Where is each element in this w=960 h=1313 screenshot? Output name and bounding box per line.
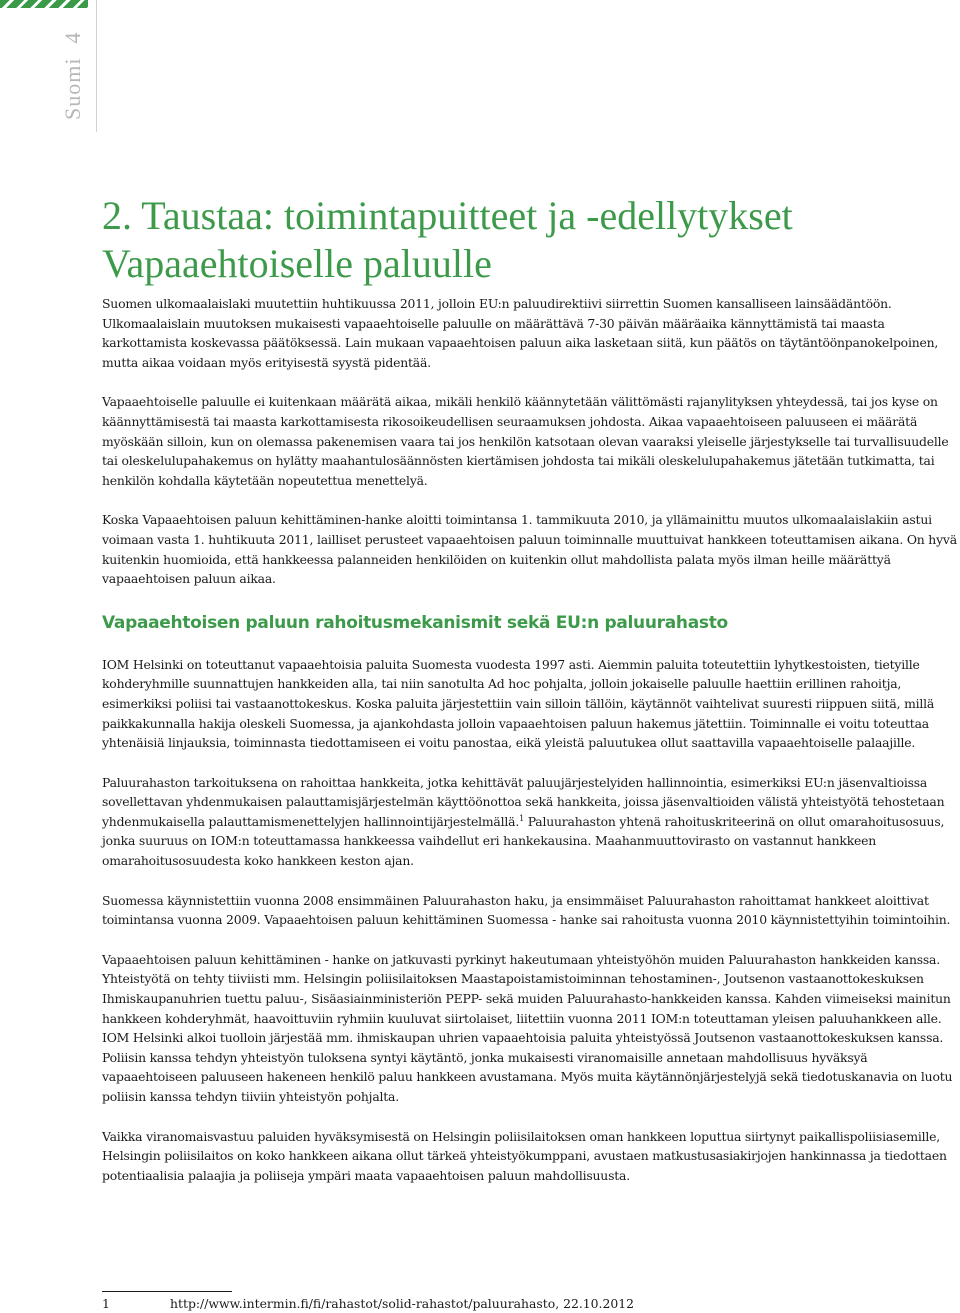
paragraph: Koska Vapaaehtoisen paluun kehittäminen-hanke aloitti toimintansa 1. tammikuuta 2010, ja yllämainittu muutos ulkomaalaislakiin astui voimaan vasta 1. huhtikuuta 2011, lailliset perusteet vapaaehtoisen paluun toiminnalle muuttuivat hankkeen toteuttamisen aikana. On hyvä kuitenkin huomioida, että hankkeessa palanneiden henkilöiden on kuitenkin ollut mahdollista palata myös ilman heille määrättyä vapaaehtoisen paluun aikaa. bbox=[102, 512, 957, 587]
section-subheading: Vapaaehtoisen paluun rahoitusmekanismit sekä EU:n paluurahasto bbox=[102, 612, 728, 633]
paragraph: Suomen ulkomaalaislaki muutettiin huhtikuussa 2011, jolloin EU:n paluudirektiivi siirrettin Suomen kansalliseen lainsäädäntöön. Ulkomaalaislain muutoksen mukaisesti vapaaehtoiselle paluulle on määrättävä 7-30 päivän määräaika kännyttämistä tai maasta karkottamista koskevassa päätöksessä. Lain mukaan vapaaehtoisen paluun aika lasketaan siitä, kun päätös on täytäntöönpanokelpoinen, mutta aikaa voidaan myös erityisestä syystä pidentää. bbox=[102, 296, 939, 370]
paragraph-with-footnote bbox=[102, 773, 960, 871]
side-rule bbox=[96, 0, 97, 132]
footnote-link[interactable]: http://www.intermin.fi/fi/rahastot/solid-rahastot/paluurahasto, 22.10.2012 bbox=[170, 1296, 635, 1311]
footnote-rule bbox=[102, 1291, 232, 1292]
paragraph: Vapaaehtoiselle paluulle ei kuitenkaan määrätä aikaa, mikäli henkilö käännytetään välittömästi rajanylityksen yhteydessä, tai jos kyse on käännyttämisestä tai maasta karkottamisesta rikosoikeudellisen seuraamuksen johdosta. Aikaa vapaaehtoiseen paluuseen ei määrätä myöskään silloin, kun on olemassa pakenemisen vaara tai jos henkilön katsotaan olevan vaaraksi yleiselle järjestykselle tai turvallisuudelle tai oleskelulupahakemus on hylätty maahantulosäännösten kiertämisen johdosta tai mikäli oleskelulupahakemus jätetään tutkimatta, tai henkilön kohdalla käytetään nopeutettua menettelyä. bbox=[102, 394, 949, 488]
decorative-hatch-band bbox=[0, 0, 88, 8]
body-text bbox=[102, 294, 960, 1205]
footnote-marker[interactable]: 1 bbox=[519, 813, 524, 823]
paragraph-text: Paluurahaston yhtenä rahoituskriteerinä on ollut omarahoitusosuus, jonka suuruus on IOM:n toteuttamassa hankkeessa vaihdellut eri hankekausina. Maahanmuuttovirasto on vastannut hankkeen omarahoitusosuudesta koko hankkeen keston ajan. bbox=[102, 813, 945, 869]
language-label: Suomi bbox=[60, 57, 85, 120]
paragraph: Suomessa käynnistettiin vuonna 2008 ensimmäinen Paluurahaston haku, ja ensimmäiset Paluurahaston rahoittamat hankkeet aloittivat toimintansa vuonna 2009. Vapaaehtoisen paluun kehittäminen Suomessa - hanke sai rahoitusta vuonna 2010 käynnistettyihin toimintoihin. bbox=[102, 892, 951, 928]
chapter-heading: 2. Taustaa: toimintapuitteet ja -edellytykset Vapaaehtoiselle paluulle bbox=[102, 193, 793, 286]
paragraph: Vapaaehtoisen paluun kehittäminen - hanke on jatkuvasti pyrkinyt hakeutumaan yhteistyöhön muiden Paluurahaston hankkeiden kanssa. Yhteistyötä on tehty tiiviisti mm. Helsingin poliisilaitoksen Maastapoistamistoiminnan tehostaminen-, Joutsenon vastaanottokeskuksen Ihmiskaupanuhrien tuettu paluu-, Sisäasiainministeriön PEPP- sekä muiden Paluurahasto-hankkeiden kanssa. Kahden viimeiseksi mainitun hankkeen kohderyhmät, haavoittuviin ryhmiin kuuluvat siirtolaiset, liitettiin vuonna 2011 IOM:n toteuttaman yleisen paluuhankkeen alle. IOM Helsinki alkoi tuolloin järjestää mm. ihmiskaupan uhrien vapaaehtoisia paluita yhteistyössä Joutsenon vastaanottokeskuksen kanssa. Poliisin kanssa tehdyn yhteistyön tuloksena syntyi käytäntö, jonka mukaisesti viranomaisille annetaan mahdollisuus hyväksyä vapaaehtoiseen paluuseen hakeneen henkilö paluu hankkeen avustamana. Myös muita käytännönjärjestelyjä sekä tiedotuskanavia on luotu poliisin kanssa tehdyn tiiviin yhteistyön pohjalta. bbox=[102, 951, 953, 1104]
paragraph: IOM Helsinki on toteuttanut vapaaehtoisia paluita Suomesta vuodesta 1997 asti. Aiemmin paluita toteutettiin lyhytkestoisten, tietyille kohderyhmille suunnattujen hankkeiden alla, tai niin sanotulta Ad hoc pohjalta, jolloin jokaiselle paluulle haettiin erillinen rahoitja, esimerkiksi poliisi tai vastaanottokeskus. Koska paluita järjestettiin vain silloin tällöin, käytännöt vaihtelivat suuresti riippuen siitä, millä paikkakunnalla hakija oleskeli Suomessa, ja ajankohdasta jolloin vapaaehtoisen paluun hakemus jätettiin. Toiminnalle ei voitu toteuttaa yhtenäisiä linjauksia, toiminnasta tiedottamiseen ei voitu panostaa, eikä yleistä paluutukea ollut saattavilla vapaaehtoiselle palaajille. bbox=[102, 656, 935, 751]
footnote-number: 1 bbox=[102, 1296, 110, 1311]
footnote bbox=[102, 1296, 634, 1312]
paragraph: Vaikka viranomaisvastuu paluiden hyväksymisestä on Helsingin poliisilaitoksen oman hankkeen loputtua siirtynyt paikallispoliisiasemille, Helsingin poliisilaitos on koko hankkeen aikana ollut tärkeä yhteistyökumppani, avustaen matkustusasiakirjojen hankinnassa ja tiedottaen potentiaalisia palaajia ja poliiseja ympäri maata vapaaehtoisen paluun mahdollisuusta. bbox=[102, 1128, 947, 1183]
side-page-label bbox=[60, 32, 86, 120]
page-number: 4 bbox=[60, 31, 85, 44]
paragraph-text: Paluurahaston tarkoituksena on rahoittaa hankkeita, jotka kehittävät paluujärjestelyiden hallinnointia, esimerkiksi EU:n jäsenvaltioissa sovellettavan yhdenmukaisen palauttamisjärjestelmän käyttöönottoa sekä hankkeita, joissa jäsenvaltioiden välistä yhteistyötä tehostetaan yhdenmukaisella palauttamismenettelyjen hallinnointijärjestelmällä. bbox=[102, 774, 945, 829]
